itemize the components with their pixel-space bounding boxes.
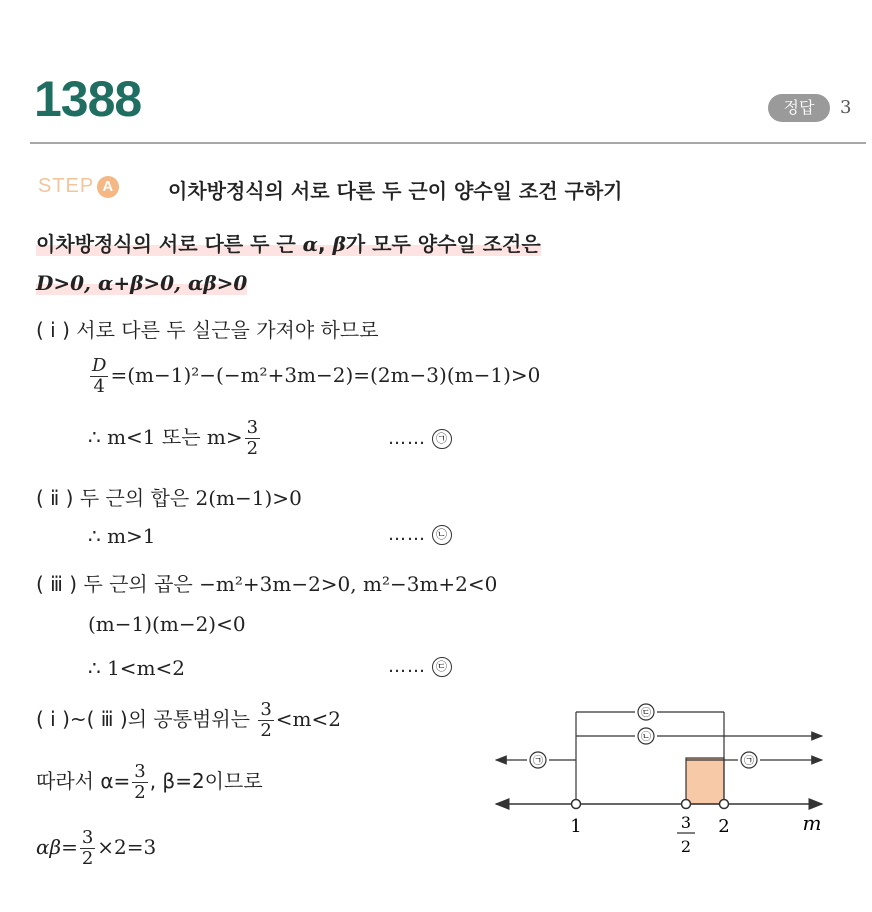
common-range-line <box>36 700 341 741</box>
step-tag <box>38 175 119 198</box>
frac-denominator: 2 <box>246 438 259 459</box>
step-tag-text: STEP <box>38 175 95 197</box>
common-range-suffix: <m<2 <box>275 707 342 731</box>
therefore-line <box>36 762 263 803</box>
case-i-line <box>36 314 379 343</box>
dots: …… <box>388 428 426 449</box>
condition-comma: , <box>318 232 333 256</box>
frac-numerator: 3 <box>260 699 272 720</box>
condition-prefix: 이차방정식의 서로 다른 두 근 <box>36 232 303 256</box>
case-ii-line <box>36 482 302 511</box>
case-iii-text: 두 근의 곱은 <box>83 572 200 596</box>
condition-inequalities: D>0, α+β>0, αβ>0 <box>36 271 248 295</box>
alpha-symbol: α <box>302 232 319 256</box>
marker-a-left-label: ㉠ <box>533 756 543 767</box>
open-point-3-2 <box>682 800 691 809</box>
frac-numerator: 3 <box>134 761 146 782</box>
tick-label-1: 1 <box>570 816 582 837</box>
case-i-result <box>88 418 262 459</box>
case-ii-result: ∴ m>1 <box>88 524 156 548</box>
case-i-result-fraction <box>245 418 260 459</box>
case-i-marker-row <box>388 428 452 449</box>
problem-number: 1388 <box>34 71 142 127</box>
frac-numerator: 3 <box>81 827 94 848</box>
open-point-2 <box>720 800 729 809</box>
frac-denominator: 2 <box>134 782 146 803</box>
frac-denominator: 2 <box>260 720 272 741</box>
case-iii-expression: −m²+3m−2>0, m²−3m+2<0 <box>199 572 498 596</box>
product-fraction <box>80 828 95 869</box>
circled-marker: ㉡ <box>432 525 452 545</box>
answer-value: 3 <box>840 97 852 118</box>
d-over-4-fraction <box>90 356 108 397</box>
beta-symbol: β <box>332 232 346 256</box>
dots: …… <box>388 524 426 545</box>
tick-label-2: 2 <box>718 816 730 837</box>
common-range-prefix: ( ⅰ )~( ⅲ )의 공통범위는 <box>36 707 257 731</box>
therefore-fraction <box>132 762 147 803</box>
condition-line-1 <box>36 228 541 257</box>
common-range-fraction <box>258 700 273 741</box>
number-line-diagram <box>490 700 830 880</box>
open-point-1 <box>572 800 581 809</box>
case-iii-result: ∴ 1<m<2 <box>88 656 186 680</box>
condition-line-2 <box>36 271 247 295</box>
circled-marker: ㉠ <box>432 429 452 449</box>
case-i-result-text: ∴ m<1 또는 m> <box>88 425 243 449</box>
product-suffix: ×2=3 <box>97 835 157 859</box>
case-iii-marker-row <box>388 656 452 677</box>
case-i-discriminant <box>88 356 540 397</box>
therefore-prefix: 따라서 α= <box>36 769 131 793</box>
frac-numerator: 3 <box>246 417 259 438</box>
marker-b-label: ㉡ <box>641 732 651 743</box>
axis-label-m: m <box>802 811 822 835</box>
case-ii-text: 두 근의 합은 <box>79 486 196 510</box>
step-title: 이차방정식의 서로 다른 두 근이 양수일 조건 구하기 <box>168 179 623 203</box>
case-ii-expression: 2(m−1)>0 <box>195 486 302 510</box>
answer-badge: 정답 <box>768 94 830 122</box>
case-i-text: 서로 다른 두 실근을 가져야 하므로 <box>76 318 379 342</box>
frac-denominator: 2 <box>81 848 94 869</box>
product-prefix: αβ= <box>36 835 78 859</box>
case-iii-line <box>36 568 497 597</box>
frac-denominator: 4 <box>93 376 105 397</box>
tick-label-3-2-den: 2 <box>680 837 692 856</box>
step-letter-badge: A <box>97 176 119 198</box>
case-i-equation: =(m−1)²−(−m²+3m−2)=(2m−3)(m−1)>0 <box>110 363 541 387</box>
header-divider <box>30 142 866 144</box>
tick-label-3-2-num: 3 <box>680 813 692 832</box>
case-ii-marker-row <box>388 524 452 545</box>
case-iii-factored: (m−1)(m−2)<0 <box>88 612 246 636</box>
circled-marker: ㉢ <box>432 657 452 677</box>
case-iii-label: ( ⅲ ) <box>36 572 78 596</box>
product-line <box>36 828 156 869</box>
frac-numerator: D <box>92 355 107 376</box>
therefore-suffix: , β=2이므로 <box>149 769 263 793</box>
condition-suffix: 가 모두 양수일 조건은 <box>345 232 541 256</box>
case-i-label: ( ⅰ ) <box>36 318 70 342</box>
case-ii-label: ( ⅱ ) <box>36 486 74 510</box>
marker-a-right-label: ㉠ <box>744 756 754 767</box>
solution-shaded-region <box>686 758 724 804</box>
dots: …… <box>388 656 426 677</box>
marker-c-label: ㉢ <box>641 708 651 719</box>
